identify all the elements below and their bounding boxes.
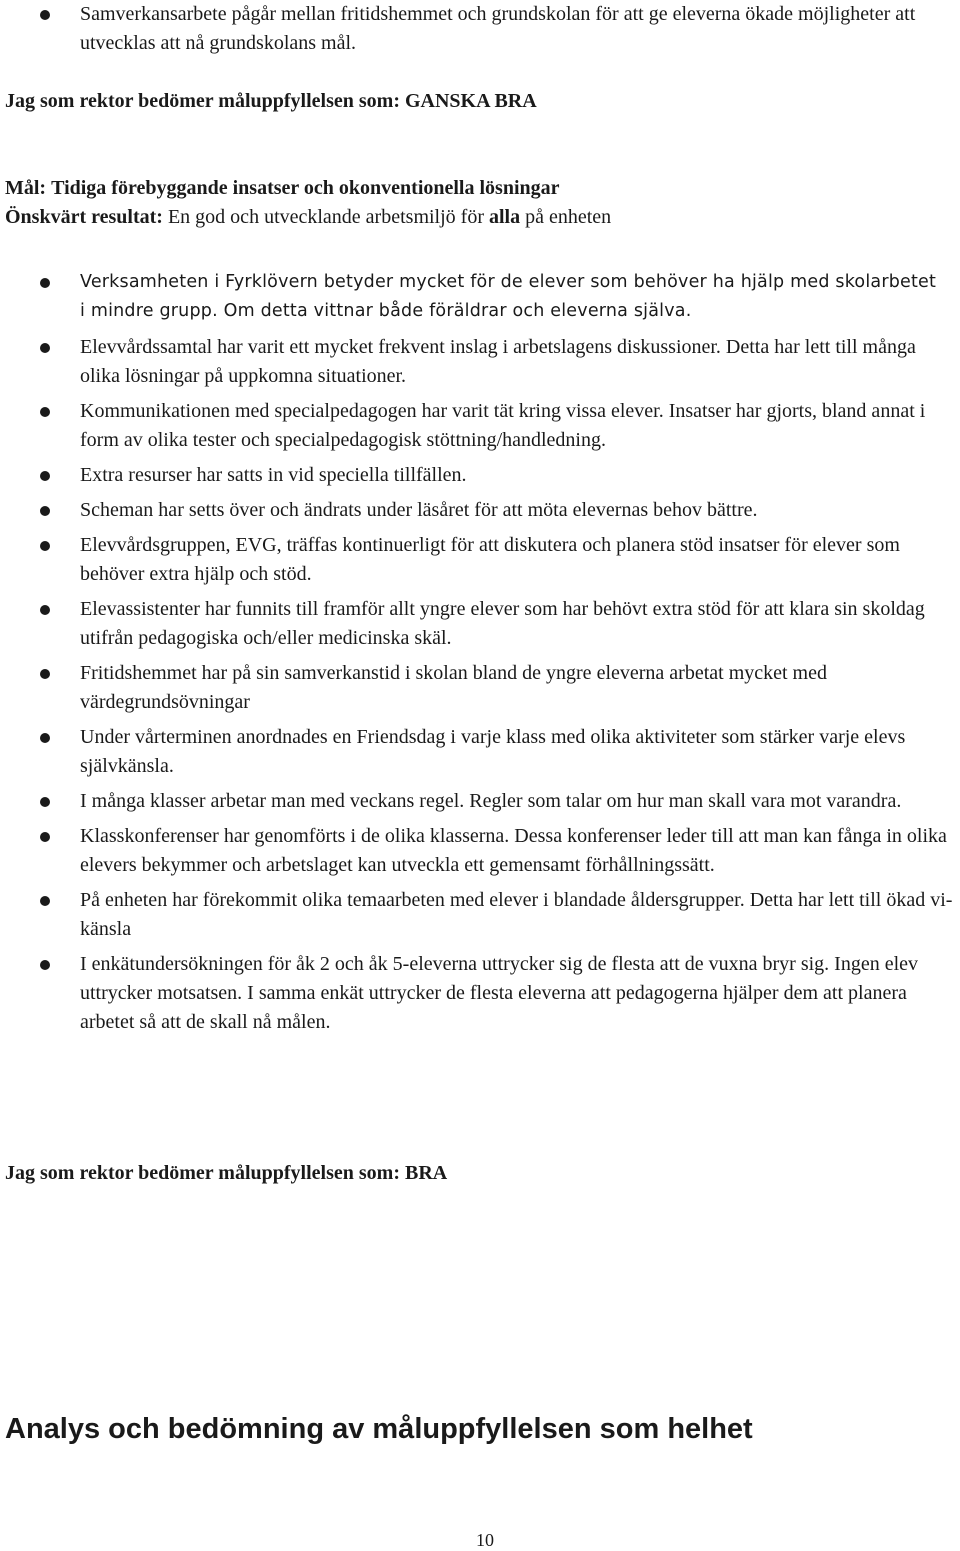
desired-result-label: Önskvärt resultat:	[5, 206, 163, 228]
section-heading: Analys och bedömning av måluppfyllelsen som helhet	[5, 1413, 753, 1445]
list-item: Samverkansarbete pågår mellan fritidshemmet och grundskolan för att ge eleverna ökade möjligheter att utvecklas att nå grundskolans mål.	[0, 0, 940, 58]
list-item: På enheten har förekommit olika temaarbeten med elever i blandade åldersgrupper. Detta har lett till ökad vi-känsla	[0, 886, 960, 944]
list-item: Scheman har setts över och ändrats under läsåret för att möta elevernas behov bättre.	[0, 496, 960, 525]
list-item: Klasskonferenser har genomförts i de olika klasserna. Dessa konferenser leder till att man kan fånga in olika elevers bekymmer och arbetslaget kan utveckla ett gemensamt förhållningssätt.	[0, 822, 960, 880]
list-item: Kommunikationen med specialpedagogen har varit tät kring vissa elever. Insatser har gjorts, bland annat i form av olika tester och specialpedagogisk stöttning/handledning.	[0, 397, 960, 455]
list-item: Elevvårdsgruppen, EVG, träffas kontinuerligt för att diskutera och planera stöd insatser för elever som behöver extra hjälp och stöd.	[0, 531, 960, 589]
desired-result-line	[5, 203, 611, 232]
list-item: Extra resurser har satts in vid speciella tillfällen.	[0, 461, 960, 490]
desired-result-text: En god och utvecklande arbetsmiljö för	[167, 206, 484, 228]
assessment-statement: Jag som rektor bedömer måluppfyllelsen som: BRA	[5, 1162, 448, 1184]
goal-label: Mål:	[5, 177, 47, 199]
page-number: 10	[476, 1530, 494, 1550]
list-item: Under vårterminen anordnades en Friendsdag i varje klass med olika aktiviteter som stärker varje elevs självkänsla.	[0, 723, 960, 781]
top-bullet-list	[0, 0, 940, 58]
list-item: Verksamheten i Fyrklövern betyder mycket för de elever som behöver ha hjälp med skolarbetet i mindre grupp. Om detta vittnar både föräldrar och eleverna själva.	[0, 268, 940, 326]
list-item: Elevassistenter har funnits till framför allt yngre elever som har behövt extra stöd för att klara sin skoldag utifrån pedagogiska och/eller medicinska skäl.	[0, 595, 960, 653]
list-item: I enkätundersökningen för åk 2 och åk 5-eleverna uttrycker sig de flesta att de vuxna bryr sig. Ingen elev uttrycker motsatsen. I samma enkät uttrycker de flesta eleverna att pedagogerna hjälper dem att planera arbetet så att de skall nå målen.	[0, 950, 960, 1037]
desired-result-text-end: på enheten	[525, 206, 612, 228]
list-item: Fritidshemmet har på sin samverkanstid i skolan bland de yngre eleverna arbetat mycket med värdegrundsövningar	[0, 659, 960, 717]
first-bullet-list	[0, 268, 940, 326]
goal-line	[5, 174, 560, 203]
list-item: Elevvårdssamtal har varit ett mycket frekvent inslag i arbetslagens diskussioner. Detta har lett till många olika lösningar på uppkomna situationer.	[0, 333, 960, 391]
goal-text: Tidiga förebyggande insatser och okonventionella lösningar	[51, 177, 560, 199]
desired-result-emphasis: alla	[488, 206, 521, 228]
bullet-list	[0, 333, 960, 1037]
list-item: I många klasser arbetar man med veckans regel. Regler som talar om hur man skall vara mot varandra.	[0, 787, 960, 816]
assessment-statement: Jag som rektor bedömer måluppfyllelsen som: GANSKA BRA	[5, 90, 537, 112]
